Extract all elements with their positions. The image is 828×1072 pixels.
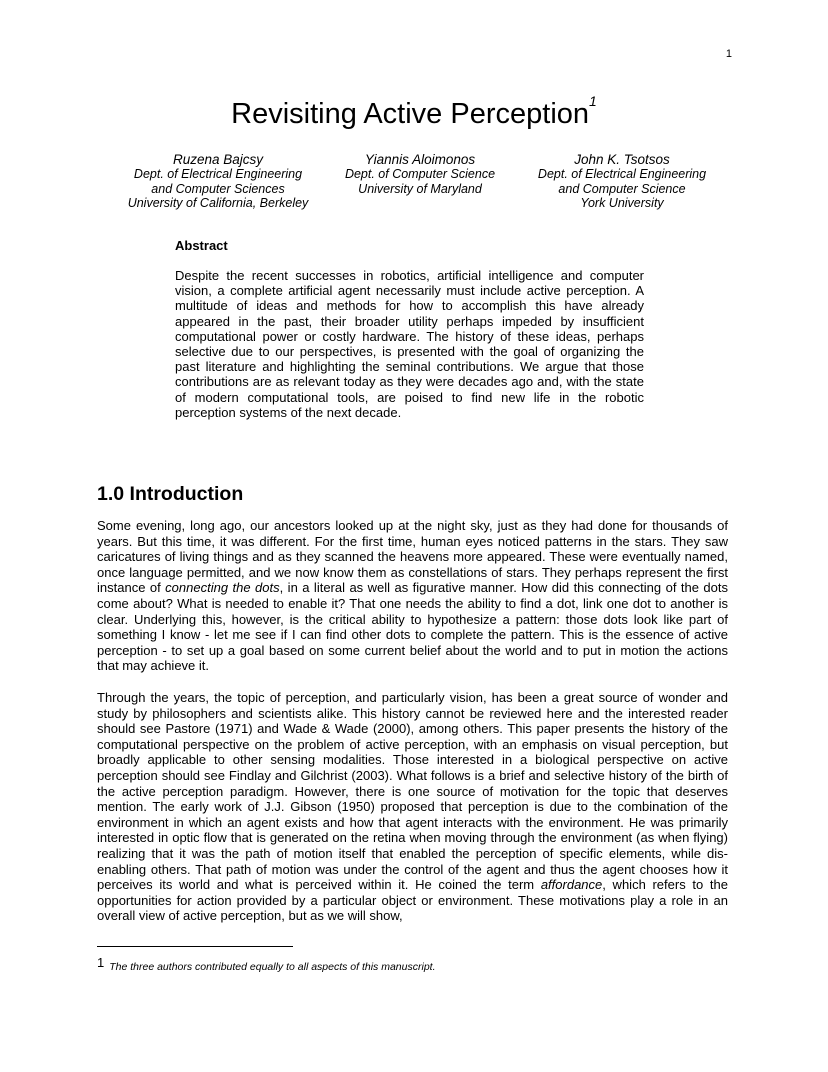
footnote-divider (97, 946, 293, 947)
author-affiliation-line: University of Maryland (358, 181, 482, 196)
author-affiliation-line: and Computer Sciences (151, 181, 285, 196)
footnote-text: The three authors contributed equally to all aspects of this manuscript. (109, 961, 436, 973)
paragraph-text: Some evening, long ago, our ancestors looked up at the night sky, just as they had done for thousands of years. But this time, it was different. For the first time, human eyes noticed patterns in the stars. They saw caricatures of living things and as they scanned the heavens more appeared. These were eventually named, once language permitted, and we now know them as constellations of stars. They perhaps represent the first instance of (97, 518, 728, 596)
paper-title (0, 93, 828, 131)
intro-paragraph-1 (97, 518, 728, 674)
author-name: John K. Tsotsos (574, 152, 670, 167)
author-block (120, 152, 720, 211)
page-number: 1 (725, 48, 732, 60)
paragraph-text: , which refers to the opportunities for action provided by a particular object or environment. These motivations play a role in an overall view of active perception, but as we will show, (97, 877, 728, 924)
section-heading: 1.0 Introduction (97, 483, 244, 505)
footnote-marker: 1 (97, 955, 105, 970)
intro-paragraph-2 (97, 690, 728, 924)
author-affiliation-line: Dept. of Electrical Engineering (133, 167, 303, 181)
abstract-text: Despite the recent successes in robotics, artificial intelligence and computer vision, a complete artificial agent necessarily must include active perception. A multitude of ideas and methods for how to accomplish this have already appeared in the past, their broader utility perhaps impeded by insufficient computational power or costly hardware. The history of these ideas, perhaps selective due to our perspectives, is presented with the goal of organizing the past literature and highlighting the seminal contributions. We argue that those contributions are as relevant today as they were decades ago and, with the state of modern computational tools, are poised to find new life in the robotic perception systems of the next decade. (175, 268, 644, 420)
title-text: Revisiting Active Perception (231, 98, 590, 130)
author-affiliation-line: and Computer Science (558, 181, 686, 196)
author-name: Ruzena Bajcsy (172, 152, 264, 167)
title-footnote-marker: 1 (589, 93, 597, 110)
footnote (97, 955, 436, 973)
emphasis-text: connecting the dots (165, 580, 280, 596)
author-name: Yiannis Aloimonos (364, 152, 476, 167)
paragraph-text: Through the years, the topic of perception, and particularly vision, has been a great source of wonder and study by philosophers and scientists alike. This history cannot be reviewed here and the interested reader should see Pastore (1971) and Wade & Wade (2000), among others. This paper presents the history of the computational perspective on the problem of active perception, with an emphasis on visual perception, but broadly applicable to other sensing modalities. Those interested in a biological perspective on active perception should see Findlay and Gilchrist (2003). What follows is a brief and selective history of the birth of the active perception paradigm. However, there is one source of motivation for the topic that deserves mention. The early work of J.J. Gibson (1950) proposed that perception is due to the combination of the environment in which an agent exists and how that agent interacts with the environment. He was primarily interested in optic flow that is generated on the retina when moving through the environment (as when flying) realizing that it was the path of motion itself that enabled the perception of specific elements, while dis-enabling others. That path of motion was under the control of the agent and thus the agent chooses how it perceives its world and what is perceived within it. He coined the term (97, 690, 728, 893)
abstract-heading: Abstract (175, 238, 228, 253)
author-1 (120, 152, 316, 211)
author-affiliation-line: Dept. of Computer Science (344, 167, 496, 181)
author-2 (322, 152, 518, 211)
paragraph-text: , in a literal as well as figurative manner. How did this connecting of the dots come about? What is needed to enable it? That one needs the ability to find a dot, link one dot to another is clear. Underlying this, however, is the critical ability to hypothesize a pattern: those dots look like part of something I know - let me see if I can find other dots to complete the pattern. This is the essence of active perception - to set up a goal based on some current belief about the world and to put in motion the actions that may achieve it. (97, 580, 728, 674)
emphasis-text: affordance (540, 877, 603, 893)
author-3 (524, 152, 720, 211)
author-affiliation-line: University of California, Berkeley (127, 196, 309, 210)
author-affiliation-line: York University (580, 196, 664, 210)
author-affiliation-line: Dept. of Electrical Engineering (537, 167, 707, 181)
